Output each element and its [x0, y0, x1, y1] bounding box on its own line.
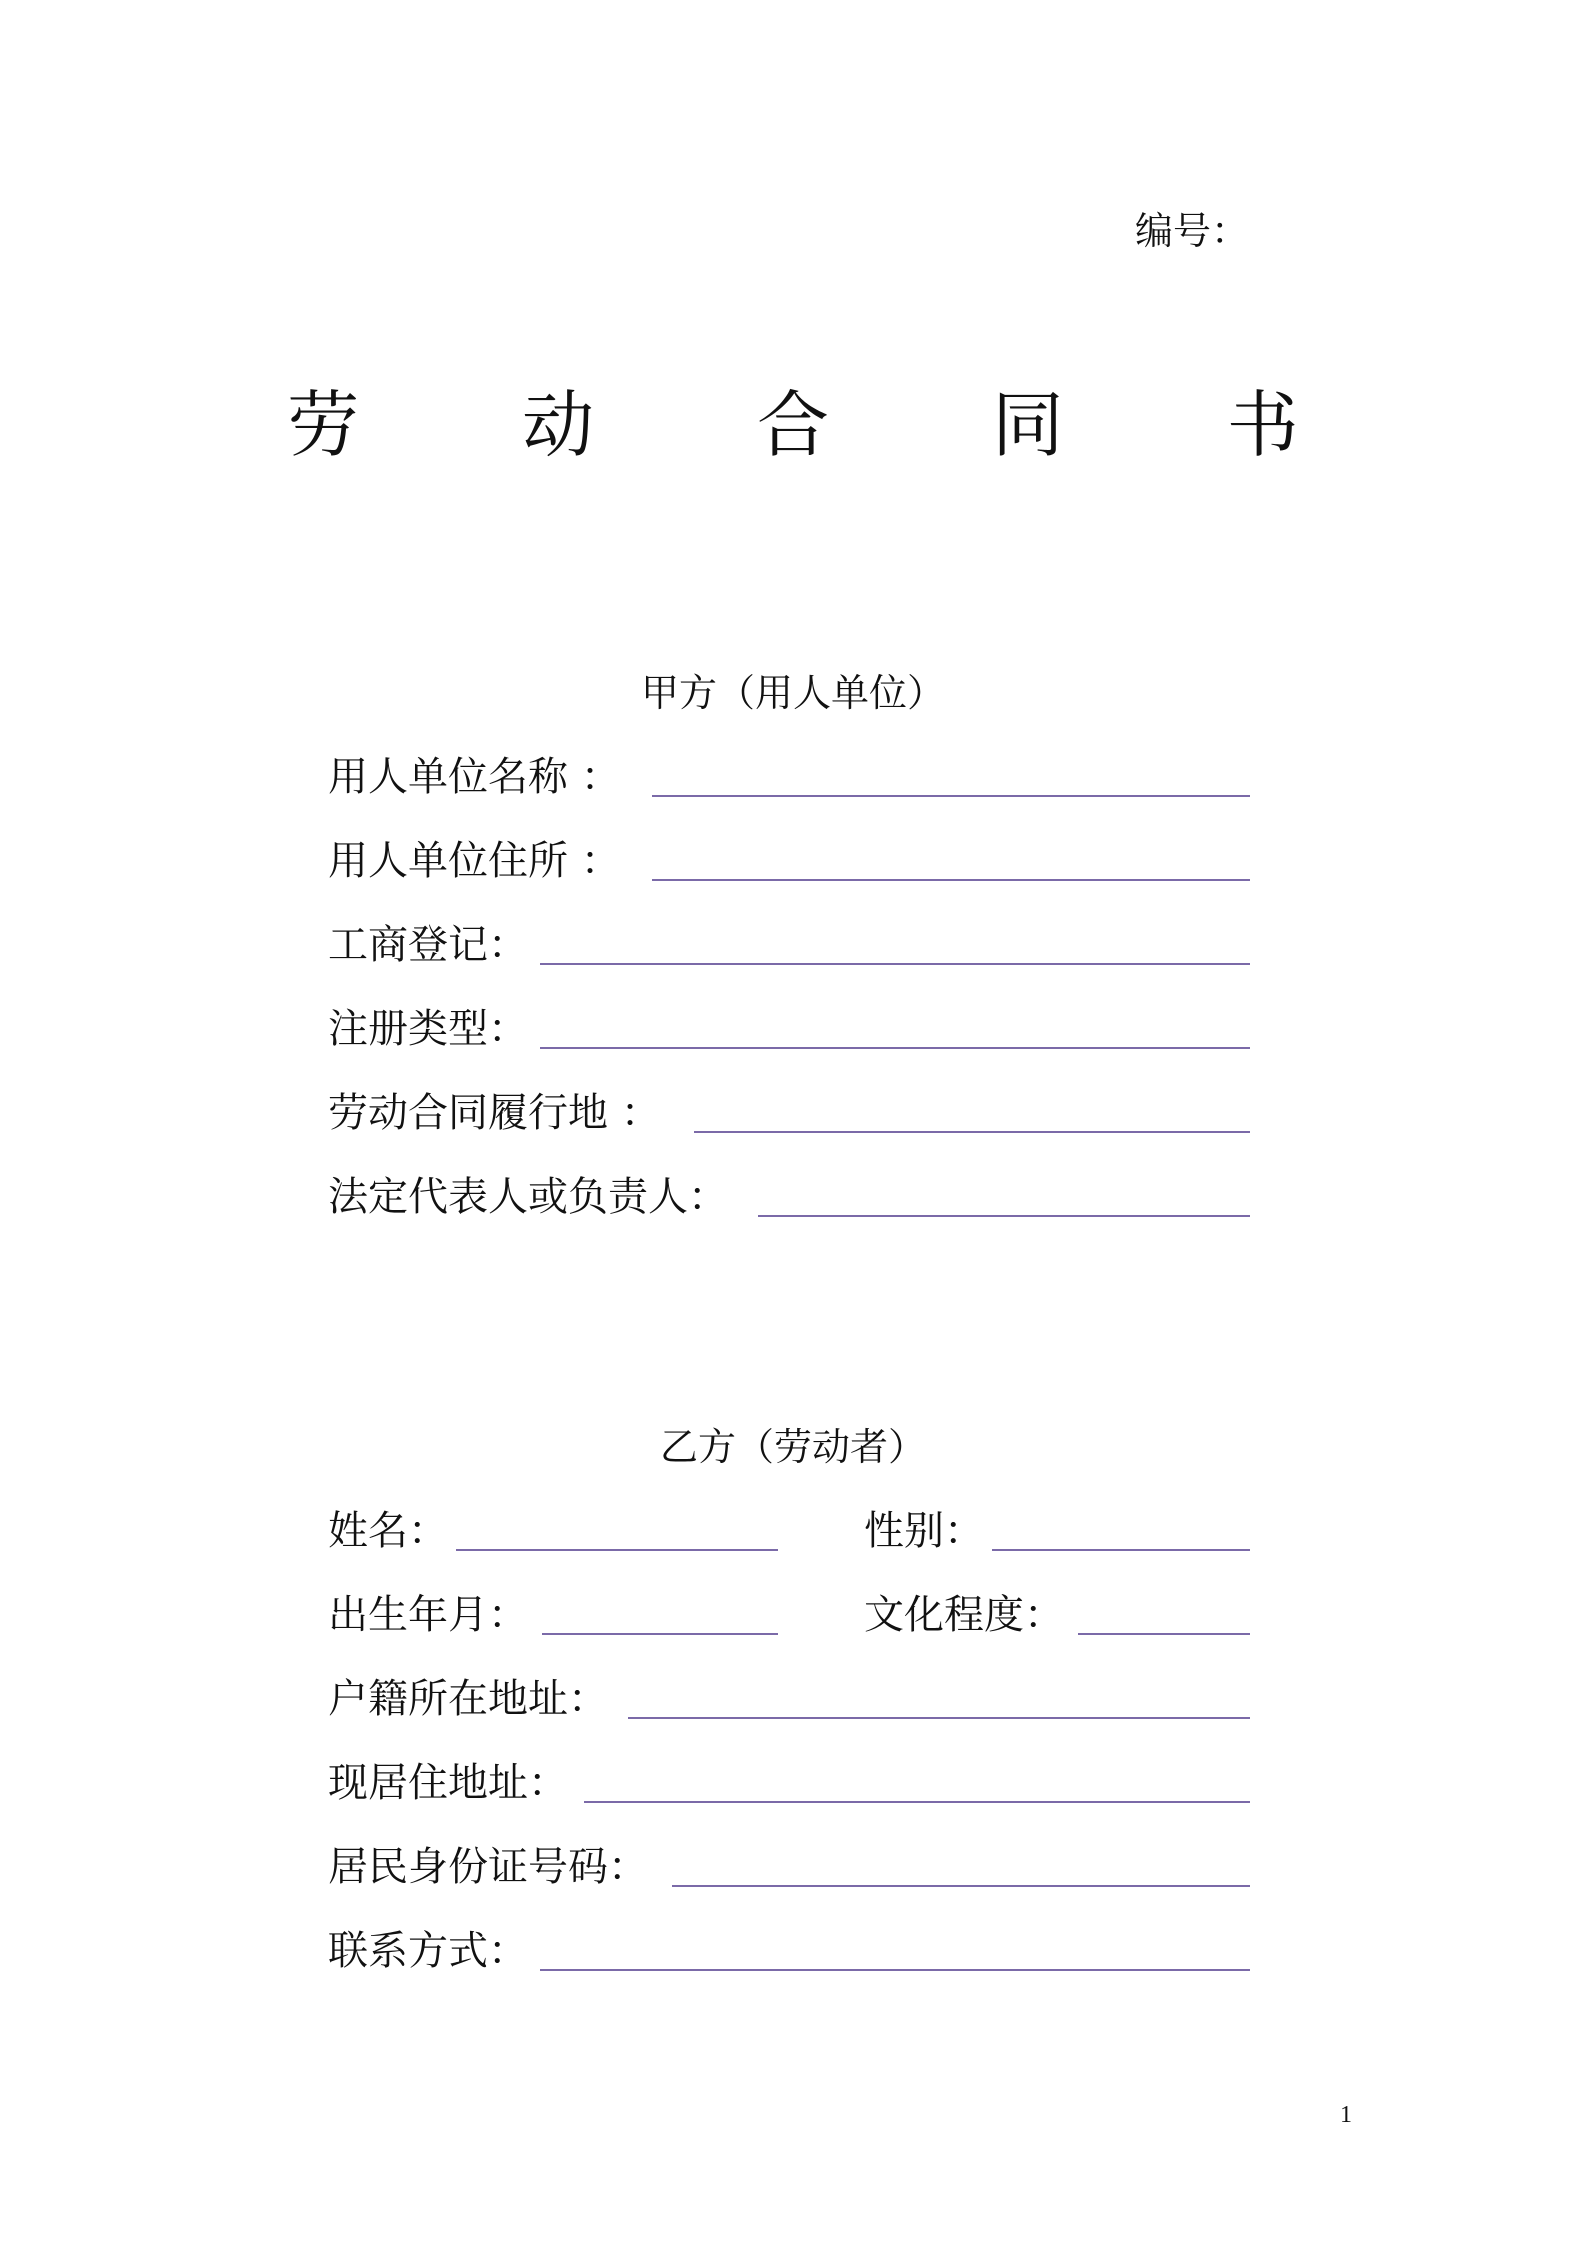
- employer-address-label: 用人单位住所 ：: [328, 838, 621, 884]
- birth-date-label: 出生年月：: [328, 1592, 528, 1638]
- current-address-field[interactable]: [584, 1801, 1250, 1803]
- legal-representative-field[interactable]: [758, 1215, 1250, 1217]
- legal-representative-label: 法定代表人或负责人：: [328, 1174, 728, 1220]
- work-place-field[interactable]: [694, 1131, 1250, 1133]
- employer-name-label: 用人单位名称 ：: [328, 754, 621, 800]
- registration-type-field[interactable]: [540, 1047, 1250, 1049]
- party-a-heading: 甲方（用人单位）: [640, 671, 945, 715]
- work-place-label: 劳动合同履行地 ：: [328, 1090, 661, 1136]
- employer-name-field[interactable]: [652, 795, 1250, 797]
- worker-name-field[interactable]: [456, 1549, 778, 1551]
- hukou-address-label: 户籍所在地址：: [328, 1676, 608, 1722]
- contact-label: 联系方式：: [328, 1928, 528, 1974]
- employer-address-field[interactable]: [652, 879, 1250, 881]
- gender-label: 性别：: [864, 1508, 984, 1554]
- contact-field[interactable]: [540, 1969, 1250, 1971]
- hukou-address-field[interactable]: [628, 1717, 1250, 1719]
- education-field[interactable]: [1078, 1633, 1250, 1635]
- education-label: 文化程度：: [864, 1592, 1064, 1638]
- worker-name-label: 姓名：: [328, 1508, 448, 1554]
- business-registration-field[interactable]: [540, 963, 1250, 965]
- party-b-heading: 乙方（劳动者）: [659, 1425, 926, 1469]
- id-number-label: 居民身份证号码：: [328, 1844, 648, 1890]
- business-registration-label: 工商登记：: [328, 922, 528, 968]
- birth-date-field[interactable]: [542, 1633, 778, 1635]
- document-title: 劳 动 合 同 书: [287, 383, 1369, 467]
- gender-field[interactable]: [992, 1549, 1250, 1551]
- document-number-label: 编号：: [1134, 209, 1249, 253]
- page-number: 1: [1340, 2102, 1352, 2128]
- id-number-field[interactable]: [672, 1885, 1250, 1887]
- current-address-label: 现居住地址：: [328, 1760, 568, 1806]
- registration-type-label: 注册类型：: [328, 1006, 528, 1052]
